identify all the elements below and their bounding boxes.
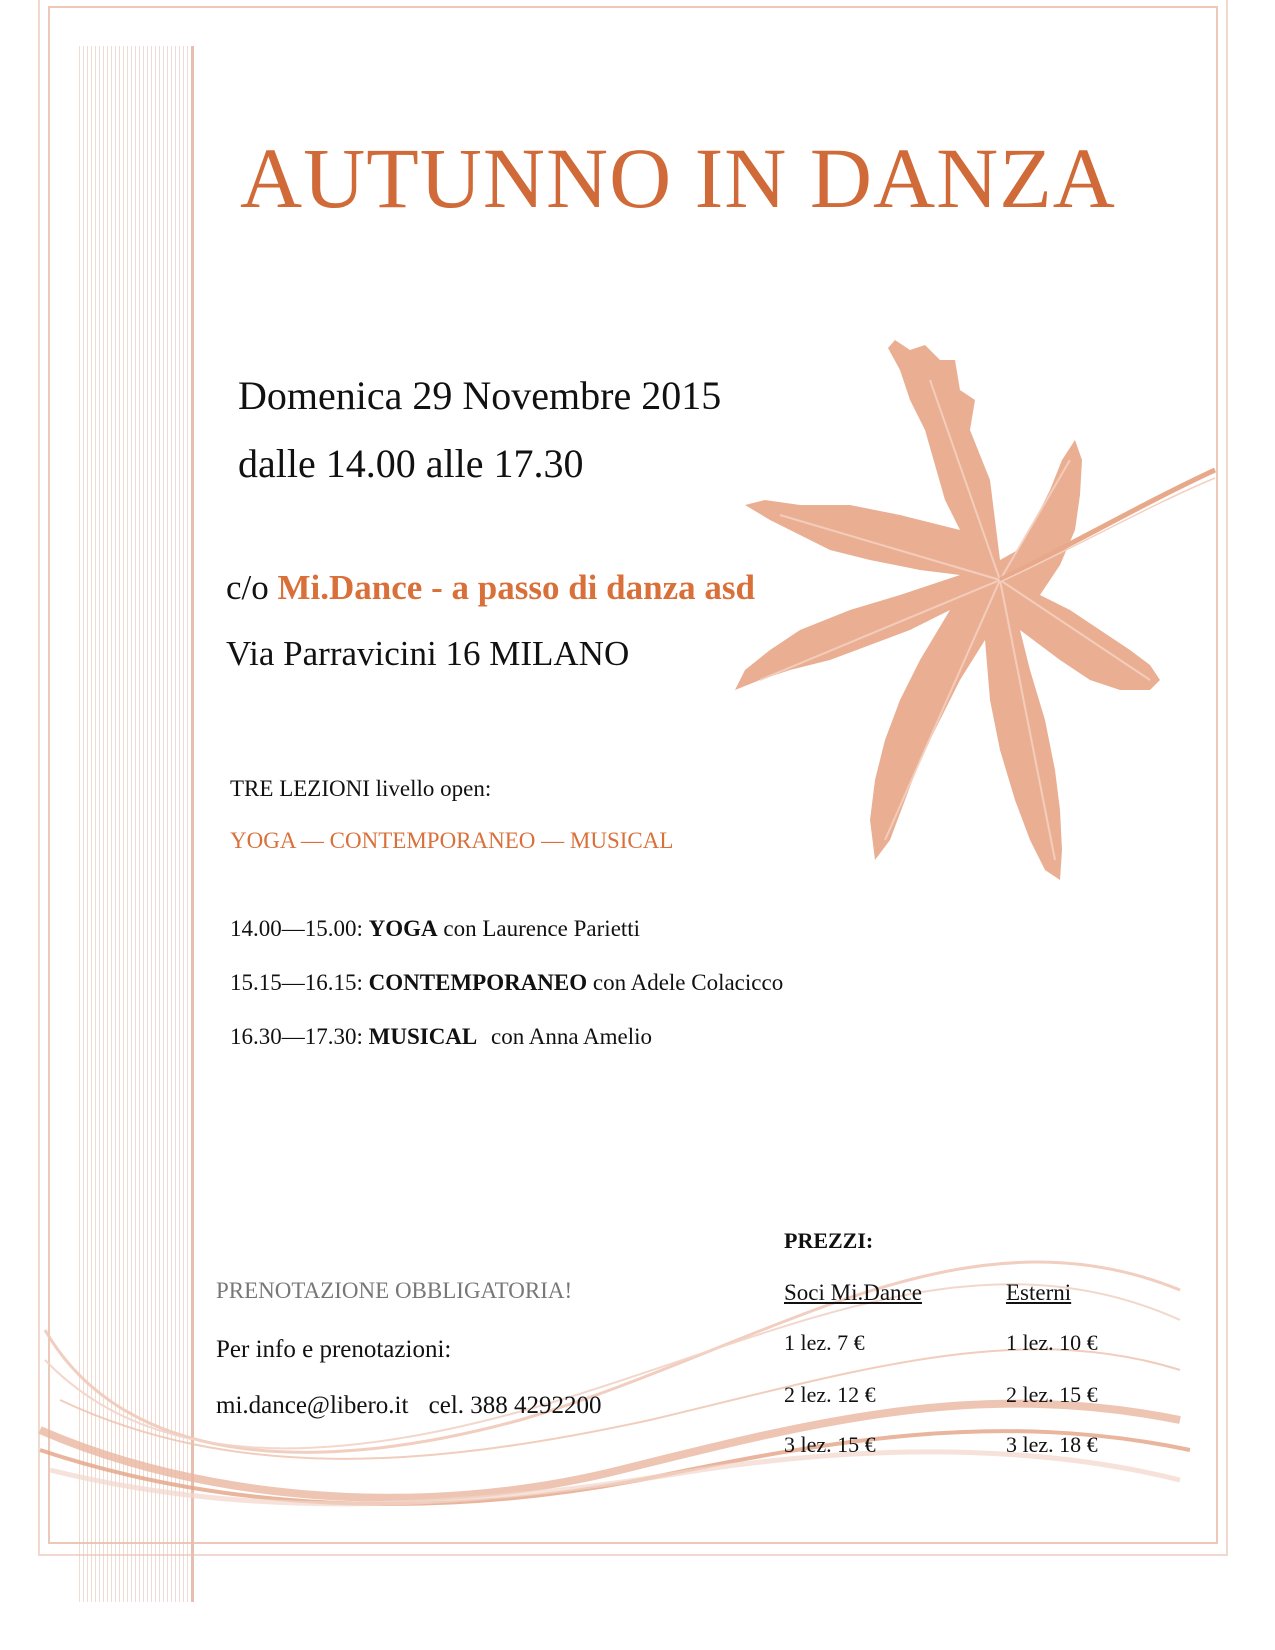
schedule-time: 15.15—16.15: <box>230 970 363 995</box>
price-external: 1 lez. 10 € <box>1006 1330 1098 1355</box>
booking-phone: cel. 388 4292200 <box>428 1392 602 1419</box>
price-members: 1 lez. 7 € <box>784 1330 865 1355</box>
booking-email[interactable]: mi.dance@libero.it <box>216 1392 409 1419</box>
prices-heading: PREZZI: <box>784 1228 874 1253</box>
schedule-style: YOGA <box>368 916 438 941</box>
booking-info: Per info e prenotazioni: <box>216 1336 452 1363</box>
schedule-row <box>230 970 783 996</box>
page-title: AUTUNNO IN DANZA <box>240 130 1116 226</box>
booking-contact <box>216 1392 602 1420</box>
schedule-row <box>230 916 640 942</box>
schedule-style: MUSICAL <box>368 1024 478 1049</box>
schedule-teacher: con Adele Colacicco <box>592 970 784 995</box>
schedule-teacher: con Laurence Parietti <box>443 916 641 941</box>
price-external: 2 lez. 15 € <box>1006 1382 1098 1407</box>
lessons-list: YOGA — CONTEMPORANEO — MUSICAL <box>230 828 674 853</box>
prices-col-external: Esterni <box>1006 1280 1072 1305</box>
lessons-intro: TRE LEZIONI livello open: <box>230 776 492 801</box>
event-time: dalle 14.00 alle 17.30 <box>238 441 584 486</box>
booking-notice: PRENOTAZIONE OBBLIGATORIA! <box>216 1278 573 1303</box>
price-external: 3 lez. 18 € <box>1006 1432 1098 1457</box>
venue-address: Via Parravicini 16 MILANO <box>226 634 630 673</box>
schedule-row <box>230 1024 652 1050</box>
event-date: Domenica 29 Novembre 2015 <box>238 373 722 418</box>
prices-col-members: Soci Mi.Dance <box>784 1280 922 1305</box>
venue-prefix: c/o <box>226 568 269 607</box>
venue-name: Mi.Dance - a passo di danza asd <box>277 568 755 607</box>
schedule-style: CONTEMPORANEO <box>368 970 588 995</box>
schedule-time: 16.30—17.30: <box>230 1024 363 1049</box>
price-members: 2 lez. 12 € <box>784 1382 876 1407</box>
price-members: 3 lez. 15 € <box>784 1432 876 1457</box>
schedule-teacher: con Anna Amelio <box>491 1024 652 1049</box>
schedule-time: 14.00—15.00: <box>230 916 363 941</box>
venue-line <box>226 568 755 608</box>
